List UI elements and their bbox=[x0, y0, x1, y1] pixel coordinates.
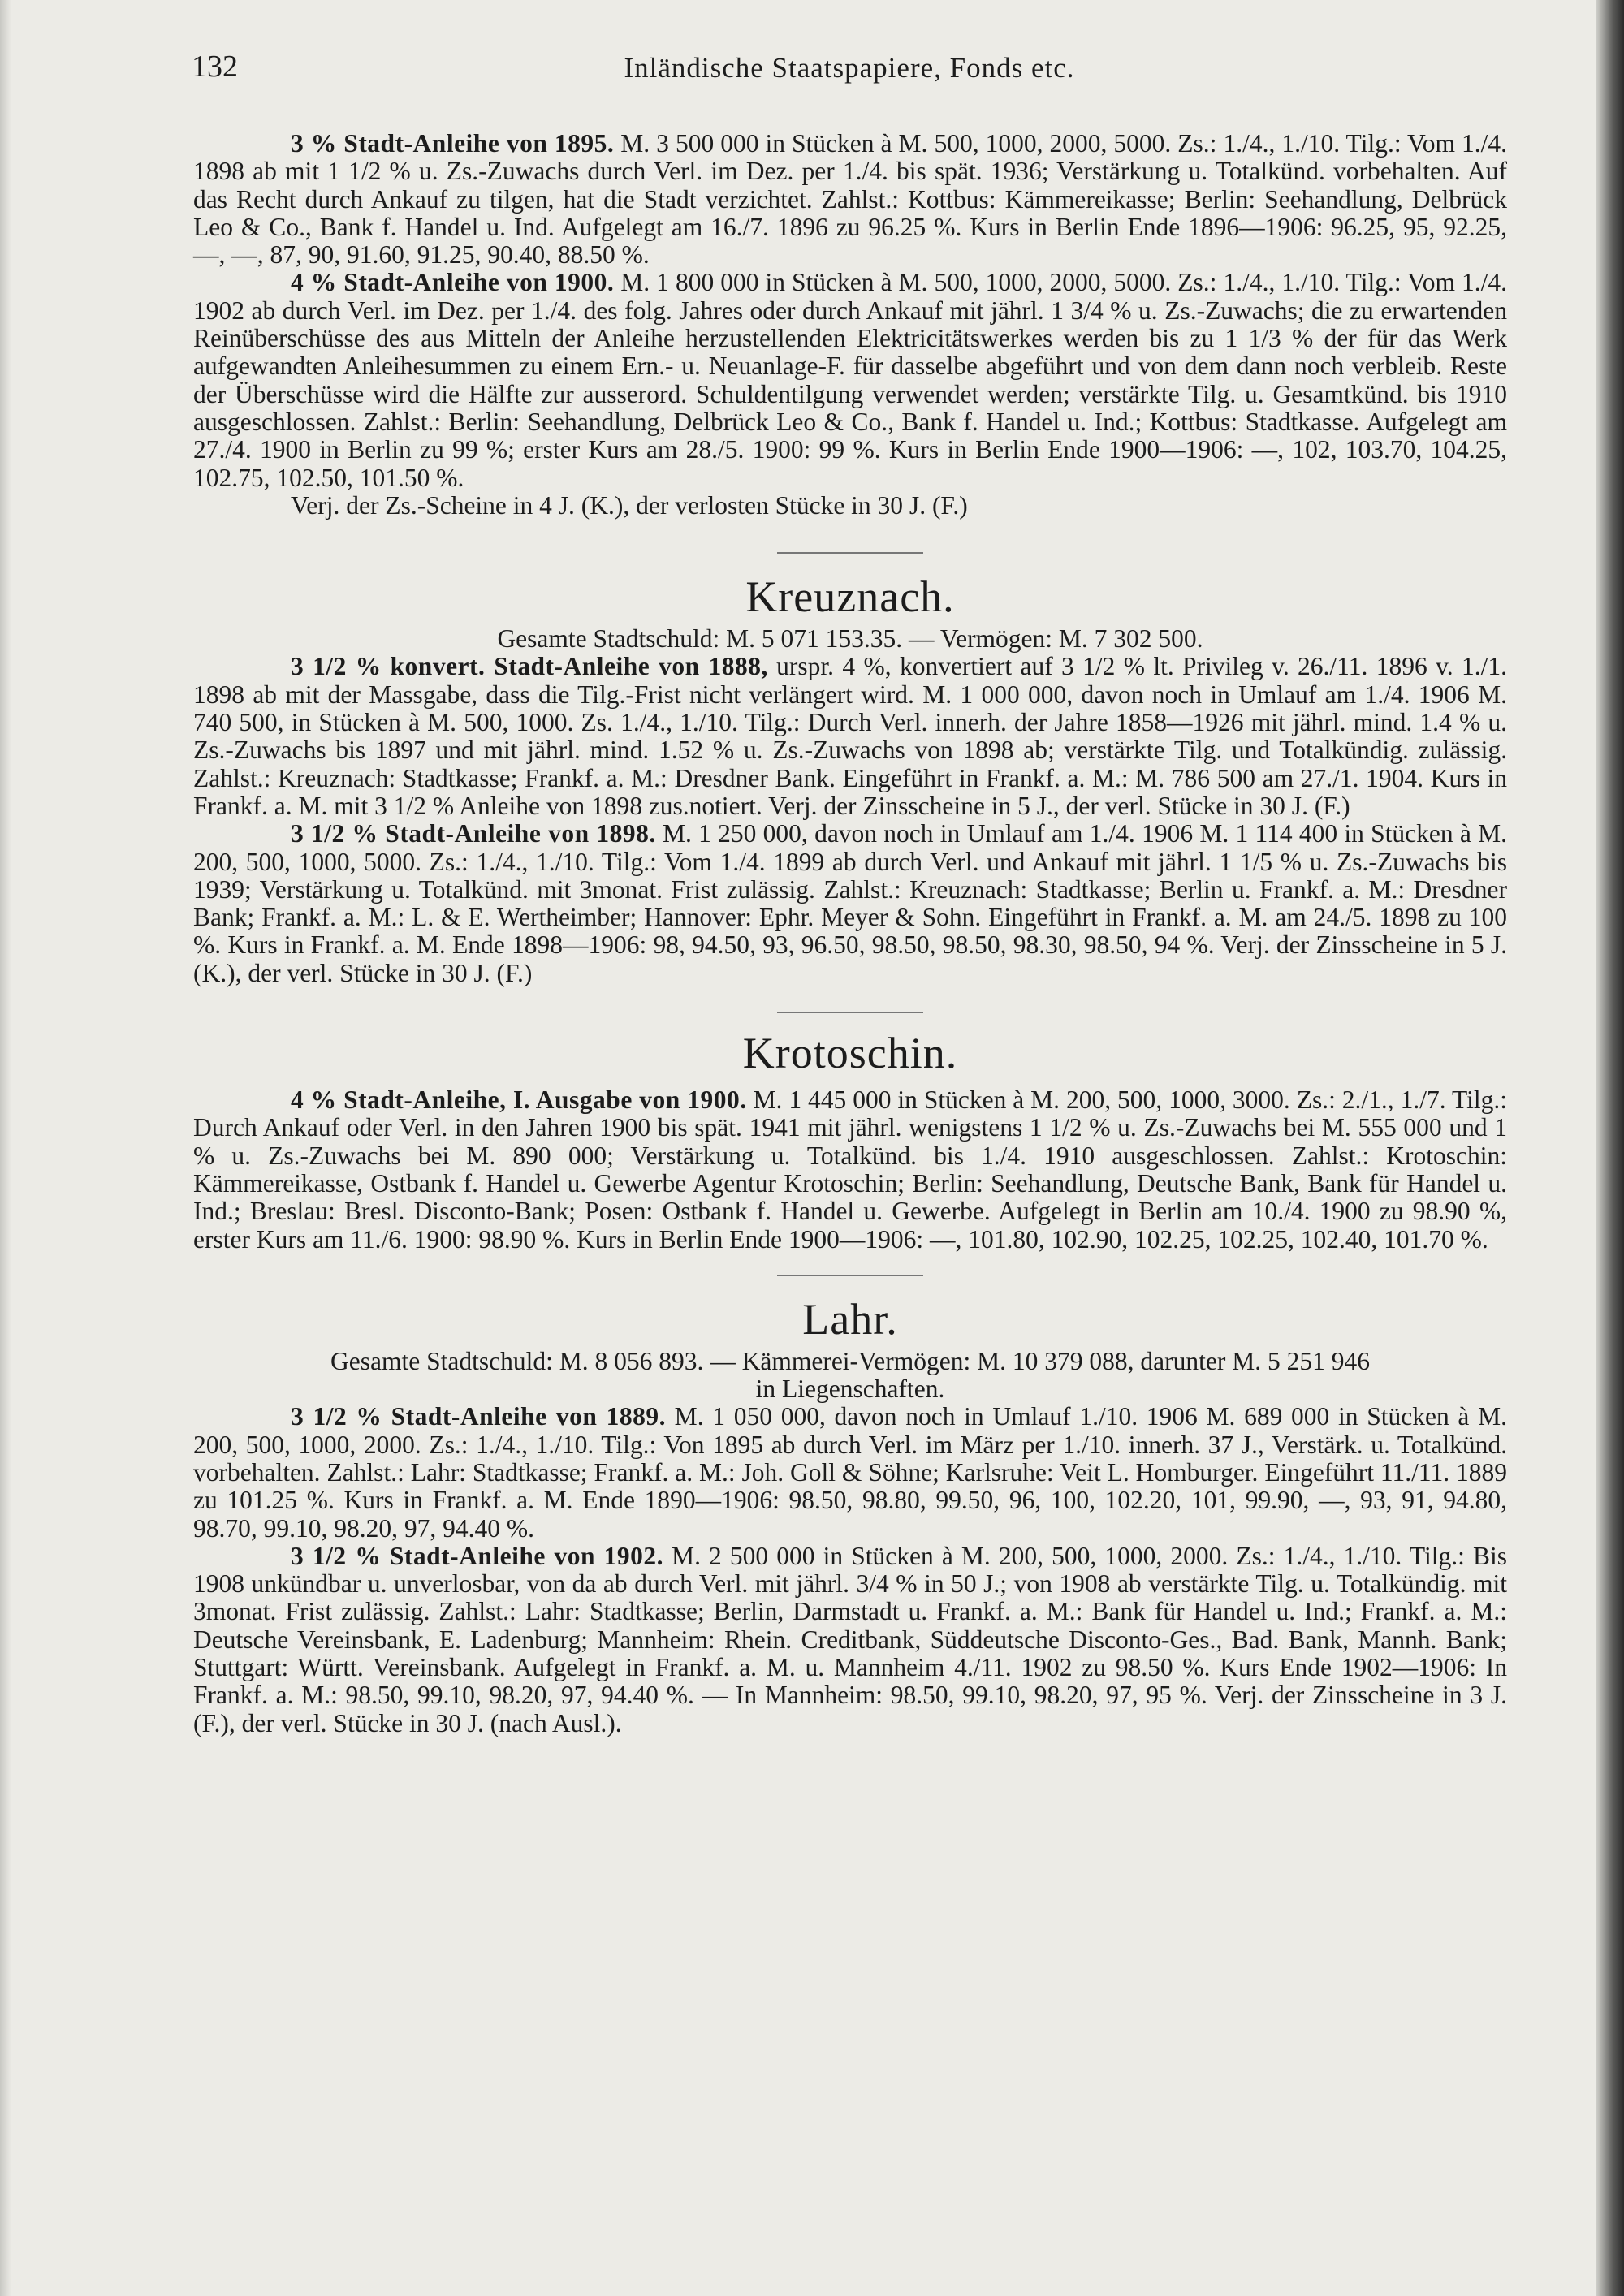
loan-title: 3 1/2 % Stadt-Anleihe von 1898. bbox=[291, 819, 656, 848]
loan-entry bbox=[193, 653, 1507, 820]
page-edge-shadow-left bbox=[0, 0, 11, 2296]
page-body bbox=[193, 130, 1507, 1737]
loan-text: M. 1 445 000 in Stücken à M. 200, 500, 1000, 3000. Zs.: 2./1., 1./7. Tilg.: Durch Ankauf oder Verl. in den Jahren 1900 bis spät. 1941 mit jährl. wenigstens 1 1/2 % u. Zs.-Zuwachs bei M. 555 000 und 1 % u. Zs.-Zuwachs bei M. 890 000; Verstärkung u. Totalkünd. bis 1./4. 1910 ausgeschlossen. Zahlst.: Krotoschin: Kämmereikasse, Ostbank f. Handel u. Gewerbe Agentur Krotoschin; Berlin: Seehandlung, Deutsche Bank, Bank für Handel u. Ind.; Breslau: Bresl. Disconto-Bank; Posen: Ostbank f. Handel u. Gewerbe. Aufgelegt in Berlin am 10./4. 1900 zu 98.90 %, erster Kurs am 11./6. 1900: 98.90 %. Kurs in Berlin Ende 1900—1906: —, 101.80, 102.90, 102.25, 102.25, 102.40, 101.70 %. bbox=[193, 1085, 1507, 1254]
loan-title: 4 % Stadt-Anleihe von 1900. bbox=[291, 268, 615, 297]
city-summary-continued: in Liegenschaften. bbox=[755, 1375, 945, 1404]
running-title: Inländische Staatspapiere, Fonds etc. bbox=[624, 52, 1075, 84]
loan-entry bbox=[193, 1086, 1507, 1254]
loan-text: M. 2 500 000 in Stücken à M. 200, 500, 1000, 2000. Zs.: 1./4., 1./10. Tilg.: Bis 1908 unkündbar u. unverlosbar, von da ab durch Verl. mit jährl. 3/4 % in 50 J.; von 1908 ab verstärkte Tilg. u. Totalkündig. mit 3monat. Frist zulässig. Zahlst.: Lahr: Stadtkasse; Berlin, Darmstadt u. Frankf. a. M.: Bank für Handel u. Ind.; Frankf. a. M.: Deutsche Vereinsbank, E. Ladenburg; Mannheim: Rhein. Creditbank, Süddeutsche Disconto-Ges., Bad. Bank, Mannh. Bank; Stuttgart: Württ. Vereinsbank. Aufgelegt in Frankf. a. M. u. Mannheim 4./11. 1902 zu 98.50 %. Kurs Ende 1902—1906: In Frankf. a. M.: 98.50, 99.10, 98.20, 97, 94.40 %. — In Mannheim: 98.50, 99.10, 98.20, 97, 95 %. Verj. der Zinsscheine in 3 J. (F.), der verl. Stücke in 30 J. (nach Ausl.). bbox=[193, 1541, 1507, 1737]
loan-entry bbox=[193, 269, 1507, 491]
loan-title: 4 % Stadt-Anleihe, I. Ausgabe von 1900. bbox=[291, 1085, 747, 1115]
loan-title: 3 1/2 % Stadt-Anleihe von 1902. bbox=[291, 1541, 663, 1570]
page-edge-shadow-right bbox=[1596, 0, 1624, 2296]
city-heading-kreuznach: Kreuznach. bbox=[745, 572, 955, 622]
loan-text: M. 1 250 000, davon noch in Umlauf am 1./4. 1906 M. 1 114 400 in Stücken à M. 200, 500, 1000, 5000. Zs.: 1./4., 1./10. Tilg.: Vom 1./4. 1899 ab durch Verl. und Ankauf mit jährl. 1 1/5 % u. Zs.-Zuwachs bis 1939; Verstärkung u. Totalkünd. mit 3monat. Frist zulässig. Zahlst.: Kreuznach: Stadtkasse; Berlin u. Frankf. a. M.: Dresdner Bank; Frankf. a. M.: L. & E. Wertheimber; Hannover: Ephr. Meyer & Sohn. Eingeführt in Frankf. a. M. am 24./5. 1898 zu 100 %. Kurs in Frankf. a. M. Ende 1898—1906: 98, 94.50, 93, 96.50, 98.50, 98.50, 98.30, 98.50, 94 %. Verj. der Zinsscheine in 5 J. (K.), der verl. Stücke in 30 J. (F.) bbox=[193, 819, 1508, 987]
city-heading-krotoschin: Krotoschin. bbox=[742, 1029, 958, 1078]
loan-entry bbox=[193, 1543, 1507, 1737]
city-summary: Gesamte Stadtschuld: M. 8 056 893. — Kämmerei-Vermögen: M. 10 379 088, darunter M. 5 251 946 bbox=[330, 1346, 1370, 1375]
city-heading-lahr: Lahr. bbox=[802, 1294, 898, 1344]
loan-title: 3 1/2 % konvert. Stadt-Anleihe von 1888, bbox=[291, 652, 768, 681]
loan-entry bbox=[193, 130, 1507, 269]
loan-text: M. 1 800 000 in Stücken à M. 500, 1000, 2000, 5000. Zs.: 1./4., 1./10. Tilg.: Vom 1./4. 1902 ab durch Verl. im Dez. per 1./4. des folg. Jahres oder durch Ankauf mit jährl. 1 3/4 % u. Zs.-Zuwachs; die zu erwartenden Reinüberschüsse des aus Mitteln der Anleihe herzustellenden Elektricitätswerkes werden bis zu 1 1/3 % der für das Werk aufgewandten Anleihesummen zu einem Ern.- u. Neuanlage-F. für dasselbe abgeführt und von dem dann noch verbleib. Reste der Überschüsse wird die Hälfte zur ausserord. Schuldentilgung verwendet werden; verstärkte Tilg. u. Gesamtkünd. bis 1910 ausgeschlossen. Zahlst.: Berlin: Seehandlung, Delbrück Leo & Co., Bank f. Handel u. Ind.; Kottbus: Stadtkasse. Aufgelegt am 27./4. 1900 in Berlin zu 99 %; erster Kurs am 28./5. 1900: 99 %. Kurs in Berlin Ende 1900—1906: —, 102, 103.70, 104.25, 102.75, 102.50, 101.50 %. bbox=[193, 268, 1507, 492]
loan-title: 3 % Stadt-Anleihe von 1895. bbox=[291, 129, 615, 158]
city-summary: Gesamte Stadtschuld: M. 5 071 153.35. — Vermögen: M. 7 302 500. bbox=[497, 624, 1203, 654]
loan-text: M. 1 050 000, davon noch in Umlauf 1./10. 1906 M. 689 000 in Stücken à M. 200, 500, 1000, 2000. Zs.: 1./4., 1./10. Tilg.: Von 1895 ab durch Verl. im März per 1./10. innerh. 37 J., Verstärk. u. Totalkünd. vorbehalten. Zahlst.: Lahr: Stadtkasse; Frankf. a. M.: Joh. Goll & Söhne; Karlsruhe: Veit L. Homburger. Eingeführt 11./11. 1889 zu 101.25 %. Kurs in Frankf. a. M. Ende 1890—1906: 98.50, 98.80, 99.50, 96, 100, 102.20, 101, 99.90, —, 93, 91, 94.80, 98.70, 99.10, 98.20, 97, 94.40 %. bbox=[193, 1402, 1507, 1543]
page-number: 132 bbox=[192, 50, 238, 84]
page-header bbox=[192, 49, 1507, 89]
loan-text: urspr. 4 %, konvertiert auf 3 1/2 % lt. Privileg v. 26./11. 1896 v. 1./1. 1898 ab mit der Massgabe, dass die Tilg.-Frist nicht verlängert wird. M. 1 000 000, davon noch in Umlauf am 1./4. 1906 M. 740 500, in Stücken à M. 500, 1000. Zs. 1./4., 1./10. Tilg.: Durch Verl. innerh. der Jahre 1858—1926 mit jährl. mind. 1.4 % u. Zs.-Zuwachs bis 1897 und mit jährl. mind. 1.52 % u. Zs.-Zuwachs von 1898 ab; verstärkte Tilg. und Totalkündig. zulässig. Zahlst.: Kreuznach: Stadtkasse; Frankf. a. M.: Dresdner Bank. Eingeführt in Frankf. a. M.: M. 786 500 am 27./1. 1904. Kurs in Frankf. a. M. mit 3 1/2 % Anleihe von 1898 zus.notiert. Verj. der Zinsscheine in 5 J., der verl. Stücke in 30 J. (F.) bbox=[193, 652, 1507, 820]
loan-entry bbox=[193, 1403, 1507, 1542]
loan-title: 3 1/2 % Stadt-Anleihe von 1889. bbox=[291, 1402, 666, 1431]
loan-note: Verj. der Zs.-Scheine in 4 J. (K.), der verlosten Stücke in 30 J. (F.) bbox=[291, 490, 968, 520]
loan-text: M. 3 500 000 in Stücken à M. 500, 1000, 2000, 5000. Zs.: 1./4., 1./10. Tilg.: Vom 1./4. 1898 ab mit 1 1/2 % u. Zs.-Zuwachs durch Verl. im Dez. per 1./4. bis spät. 1936; Verstärkung u. Totalkünd. vorbehalten. Auf das Recht durch Ankauf zu tilgen, hat die Stadt verzichtet. Zahlst.: Kottbus: Kämmereikasse; Berlin: Seehandlung, Delbrück Leo & Co., Bank f. Handel u. Ind. Aufgelegt am 16./7. 1896 zu 96.25 %. Kurs in Berlin Ende 1896—1906: 96.25, 95, 92.25, —, —, 87, 90, 91.60, 91.25, 90.40, 88.50 %. bbox=[193, 129, 1507, 270]
loan-entry bbox=[193, 820, 1507, 987]
